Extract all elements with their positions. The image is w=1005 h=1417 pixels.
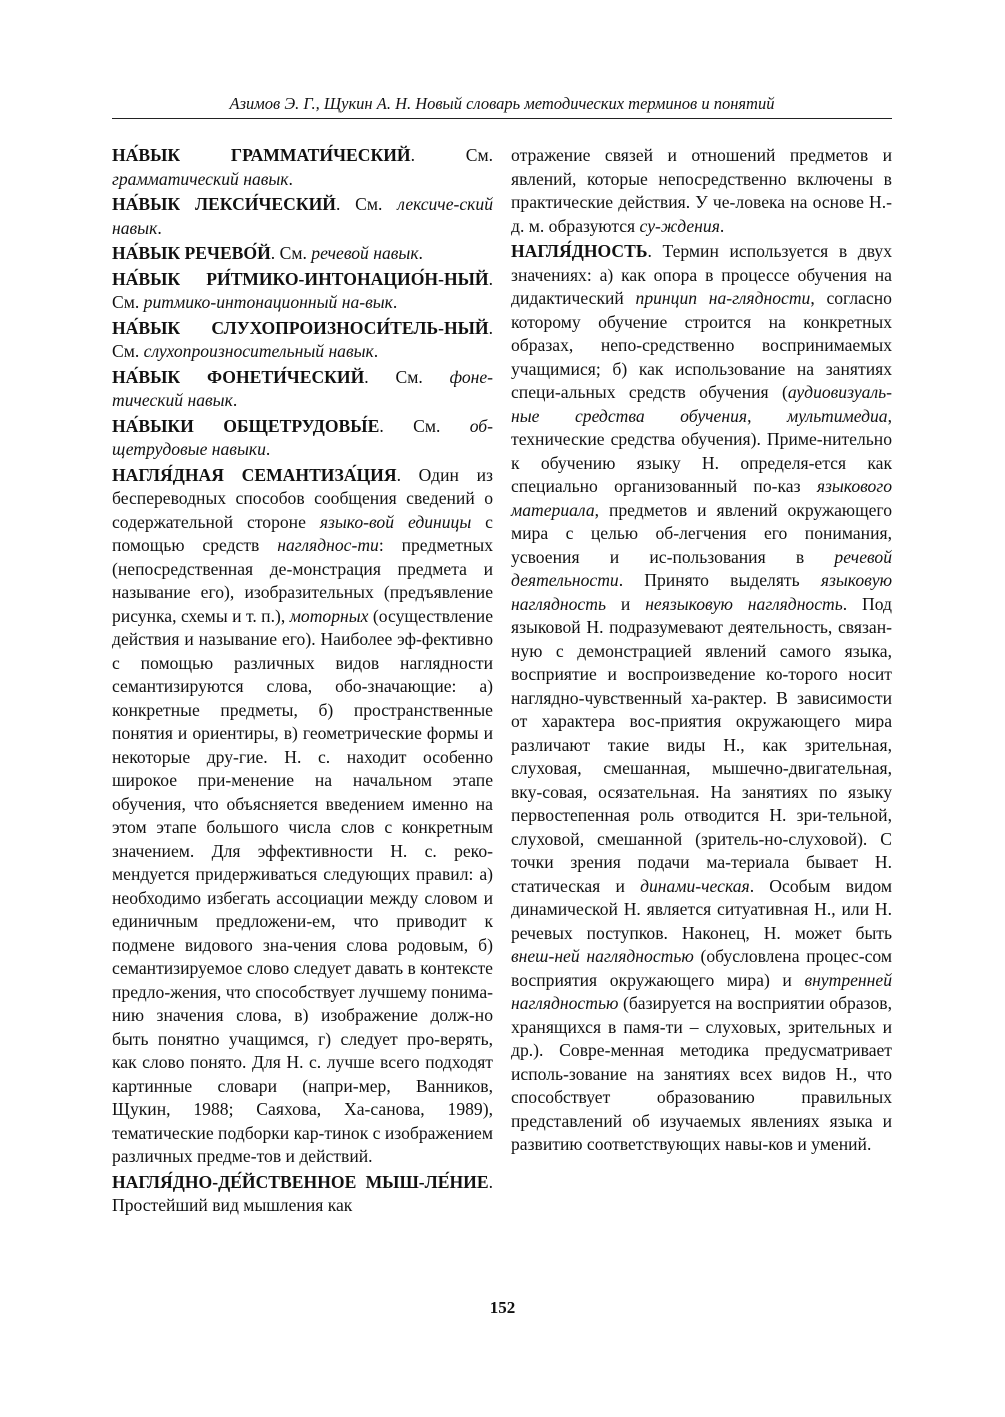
entry-text: . (232, 390, 238, 410)
entry-text: (обусловлена процес-сом восприятия окружающего мира) и (511, 946, 892, 990)
entry-text: , (747, 405, 787, 426)
dictionary-entry (112, 1171, 493, 1218)
cross-reference: нагляднос-ти (277, 535, 379, 555)
entry-headword: НА́ВЫК РИ́ТМИКО-ИНТОНАЦИО́Н-НЫЙ (112, 268, 489, 289)
entry-headword: НАГЛЯ́ДНО-ДЕ́ЙСТВЕННОЕ МЫШ-ЛЕ́НИЕ (112, 1171, 489, 1192)
cross-reference: внеш-ней наглядностью (511, 946, 694, 966)
entry-headword: НА́ВЫК ГРАММАТИ́ЧЕСКИЙ (112, 145, 411, 165)
cross-reference: языкового материала (511, 476, 892, 520)
cross-reference: ритмико-интонационный на-вык (143, 292, 393, 312)
entry-text: . См. (335, 194, 398, 214)
dictionary-entry (112, 464, 493, 1169)
dictionary-entry (112, 242, 493, 266)
entry-text: . (157, 217, 162, 238)
cross-reference: су-ждения (639, 215, 720, 236)
entry-text: , предметов и явлений окружающего мира с целью об-легчения его понимания, усвоения и ис-пользования в (511, 499, 892, 567)
entry-text: . Особым видом динамической Н. является ситуативная Н., или Н. речевых поступков. Наконец, Н. может быть (511, 875, 892, 943)
cross-reference: грамматический навык (112, 168, 289, 189)
entry-text: , согласно которому обучение строится на конкретных образах, непо-средственно воспринимаемых учащимися; б) как использование на занятиях специ-альных средств обучения ( (511, 288, 892, 402)
cross-reference: мультимедиа (786, 405, 888, 426)
cross-reference: фоне-тический навык (112, 366, 494, 410)
entry-text: . См. (270, 243, 312, 263)
entry-text: . (288, 168, 293, 189)
cross-reference: моторных (289, 605, 369, 626)
entry-text: отражение связей и отношений предметов и явлений, которые непосредственно включены в практические действия. У че-ловека на основе Н.-д. м. образуются (511, 145, 892, 236)
cross-reference: слухопроизносительный навык (143, 341, 374, 361)
entry-text: , технические средства обучения). Приме-нительно к обучению языку Н. определя-ется как специально организованный по-каз (511, 405, 892, 496)
cross-reference: об-щетрудовые навыки (112, 415, 494, 459)
right-column (511, 144, 892, 1159)
entry-text: . (373, 341, 379, 361)
running-header: Азимов Э. Г., Щукин А. Н. Новый словарь методических терминов и понятий (112, 93, 892, 119)
cross-reference: речевой деятельности (511, 546, 892, 590)
entry-text: . См. (112, 268, 493, 312)
entry-text: . Принято выделять (618, 570, 821, 590)
entry-text: (базируется на восприятии образов, хранящихся в памя-ти – слуховых, зрительных и др.). Совре-менная методика предусматривает исполь-зование на занятиях всех видов Н., что способствует образованию правильных представлений об изучаемых явлениях языка и развитию соответствующих навы-ков и умений. (511, 993, 892, 1154)
dictionary-entry (112, 268, 493, 315)
dictionary-entry (511, 240, 892, 1157)
cross-reference: принцип на-глядности (635, 288, 811, 308)
entry-text: с помощью средств (112, 511, 493, 555)
entry-headword: НА́ВЫКИ ОБЩЕТРУДОВЫ́Е (112, 415, 380, 436)
cross-reference: языковую наглядность (511, 570, 892, 614)
entry-headword: НАГЛЯ́ДНАЯ СЕМАНТИЗА́ЦИЯ (112, 464, 397, 485)
entry-headword: НА́ВЫК ФОНЕТИ́ЧЕСКИЙ (112, 366, 365, 387)
entry-text: . См. (410, 145, 493, 165)
entry-text: . См. (112, 317, 493, 361)
entry-headword: НА́ВЫК РЕЧЕВО́Й (112, 243, 271, 263)
dictionary-entry (112, 144, 493, 191)
entry-text: . (418, 243, 423, 263)
entry-headword: НАГЛЯ́ДНОСТЬ (511, 241, 648, 261)
dictionary-entry (112, 193, 493, 240)
cross-reference: лексиче-ский навык (112, 194, 493, 238)
entry-text: . Термин используется в двух значениях: а) как опора в процессе обучения на дидактический (511, 241, 892, 308)
entry-headword: НА́ВЫК ЛЕКСИ́ЧЕСКИЙ (112, 194, 336, 214)
cross-reference: динами-ческая (640, 875, 750, 896)
entry-text: : предметных (непосредственная де-монстрация предмета и называние его), изобразительных (предъявление рисунка, схемы и т. п.), (112, 535, 493, 626)
entry-text: . Один из беспереводных способов сообщения сведений о содержательной стороне (112, 464, 493, 532)
dictionary-entry (112, 366, 493, 413)
cross-reference: аудиовизуаль-ные средства обучения (511, 382, 892, 426)
entry-text: и (605, 593, 646, 614)
entry-text: . См. (379, 415, 470, 436)
page-number: 152 (489, 1298, 516, 1317)
entry-text: (осуществление действия и называние его). Наиболее эф-фективно с помощью различных видов наглядности семантизируются слова, обо-значающие: а) конкретные предметы, б) пространственные понятия и ориентиры, в) геометрические формы и некоторые дру-гие. Н. с. находит особенно широкое при-менение на начальном этапе обучения, что объясняется введением именно на этом этапе большого числа слов с конкретным значением. Для эффективности Н. с. реко-мендуется придерживаться следующих правил: а) необходимо избегать ассоциации между словом и единичным предложени-ем, что приводит к подмене видового зна-чения слова родовым, б) семантизируемое слово следует давать в контексте предло-жения, что способствует лучшему понима-нию значения слова, в) изображение долж-но быть понятно учащимся, г) следует про-верять, как слово понято. Для Н. с. лучше всего подходят картинные словари (напри-мер, Ванников, Щукин, 1988; Саяхова, Ха-санова, 1989), тематические подборки кар-тинок с изображением различных предме-тов и действий. (112, 605, 493, 1166)
entry-text: . Простейший вид мышления как (112, 1171, 493, 1215)
cross-reference: неязыковую наглядность (645, 593, 843, 614)
entry-headword: НА́ВЫК СЛУХОПРОИЗНОСИ́ТЕЛЬ-НЫЙ (112, 317, 489, 338)
entry-text: . См. (364, 366, 450, 387)
cross-reference: речевой навык (311, 243, 419, 263)
entry-text: . (392, 292, 398, 312)
entry-text: . (719, 215, 725, 236)
dictionary-entry (112, 415, 493, 462)
entry-text: . Под языковой Н. подразумевают деятельность, связан-ную с демонстрацией явлений самого языка, восприятие и воспроизведение ко-торого носит наглядно-чувственный ха-рактер. В зависимости от характера вос-приятия окружающего мира различают такие виды Н., как зрительная, слуховая, смешанная, мышечно-двигательная, вку-совая, осязательная. На занятиях по языку первостепенная роль отводится Н. зри-тельной, слуховой, смешанной (зритель-но-слуховой). С точки зрения подачи ма-териала бывает Н. статическая и (511, 593, 892, 896)
dictionary-entry (511, 144, 892, 238)
left-column (112, 144, 493, 1220)
cross-reference: внутренней наглядностью (511, 969, 892, 1013)
entry-text: . (265, 439, 271, 459)
cross-reference: языко-вой единицы (319, 511, 472, 532)
dictionary-entry (112, 317, 493, 364)
